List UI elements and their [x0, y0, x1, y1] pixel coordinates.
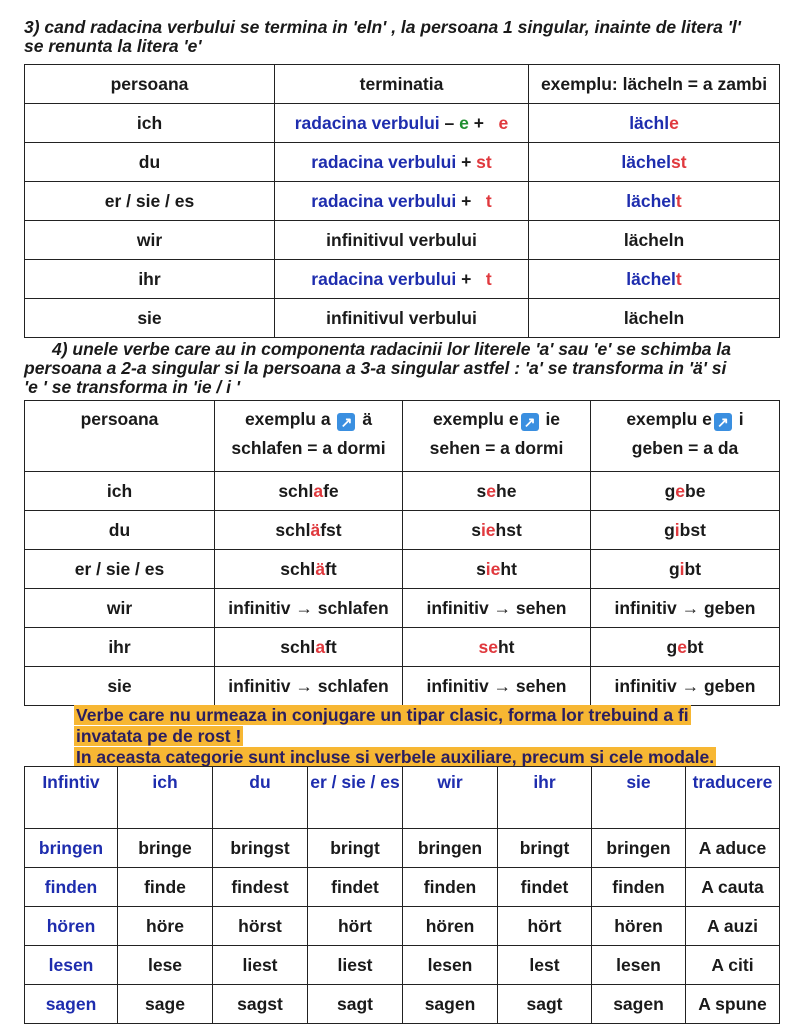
section-4-line-1: 4) unele verbe care au in componenta radacinii lor literele 'a' sau 'e' se schimba la: [52, 339, 731, 359]
header-vowel: ie: [545, 409, 561, 429]
infinitive-cell: finden: [25, 868, 118, 907]
form-cell: findet: [308, 868, 403, 907]
example-cell: lächeln: [529, 221, 780, 260]
ending-cell: [275, 104, 529, 143]
table-header-row: [25, 767, 780, 829]
form-cell: bringe: [118, 829, 213, 868]
header-cell: Infintiv: [25, 767, 118, 829]
changed-vowel: i: [674, 519, 680, 540]
form-cell: lesen: [403, 946, 498, 985]
operator: +: [456, 190, 486, 211]
header-cell: persoana: [25, 65, 275, 104]
form-cell: [591, 511, 780, 550]
note-line-1: Verbe care nu urmeaza in conjugare un tipar clasic, forma lor trebuind a fi: [76, 705, 689, 725]
infinitive-cell: sagen: [25, 985, 118, 1024]
form-cell: [591, 628, 780, 667]
header-cell: traducere: [686, 767, 780, 829]
note-line-3: In aceasta categorie sunt incluse si verbele auxiliare, precum si cele modale.: [76, 747, 715, 767]
person-cell: du: [25, 511, 215, 550]
form-cell: infinitiv → schlafen: [215, 667, 403, 706]
form-cell: liest: [308, 946, 403, 985]
form-cell: sagst: [213, 985, 308, 1024]
example-cell: [529, 143, 780, 182]
infinitive-cell: hören: [25, 907, 118, 946]
form-cell: findest: [213, 868, 308, 907]
table-row: [25, 143, 780, 182]
table-vowel-change-verbs: [24, 400, 780, 706]
table-eln-verbs: [24, 64, 780, 338]
ending-cell: infinitivul verbului: [275, 299, 529, 338]
form-part: ft: [325, 636, 337, 657]
person-cell: ihr: [25, 260, 275, 299]
example-ending: st: [671, 151, 687, 172]
form-cell: hörst: [213, 907, 308, 946]
irregular-verbs-note: [74, 705, 754, 768]
changed-vowel: e: [677, 636, 687, 657]
table-row: [25, 221, 780, 260]
ending: e: [498, 112, 509, 133]
operator: +: [456, 151, 477, 172]
example-cell: [529, 260, 780, 299]
changed-vowel: a: [315, 636, 326, 657]
form-cell: lese: [118, 946, 213, 985]
person-cell: du: [25, 143, 275, 182]
table-row: [25, 299, 780, 338]
form-cell: infinitiv → schlafen: [215, 589, 403, 628]
form-cell: [403, 511, 591, 550]
example-cell: [529, 104, 780, 143]
example-stem: lächel: [621, 151, 672, 172]
ending: t: [485, 190, 492, 211]
form-part: g: [664, 519, 675, 540]
arrow-up-right-icon: ↗: [714, 413, 732, 431]
note-line-2: invatata pe de rost !: [76, 726, 242, 746]
example-ending: t: [675, 268, 682, 289]
person-cell: er / sie / es: [25, 182, 275, 221]
form-cell: höre: [118, 907, 213, 946]
person-cell: sie: [25, 667, 215, 706]
form-part: hst: [495, 519, 522, 540]
form-cell: hören: [403, 907, 498, 946]
form-part: s: [476, 558, 486, 579]
table-row: [25, 667, 780, 706]
form-cell: finden: [403, 868, 498, 907]
operator: +: [468, 112, 499, 133]
form-part: fst: [320, 519, 342, 540]
changed-vowel: ie: [480, 519, 496, 540]
example-cell: lächeln: [529, 299, 780, 338]
header-example: geben = a da: [631, 438, 739, 458]
table-row: [25, 628, 780, 667]
header-cell: ihr: [498, 767, 592, 829]
form-cell: [591, 472, 780, 511]
form-cell: [215, 550, 403, 589]
form-cell: [215, 628, 403, 667]
ending-cell: infinitivul verbului: [275, 221, 529, 260]
table-row: [25, 946, 780, 985]
person-cell: ich: [25, 104, 275, 143]
form-part: be: [685, 480, 706, 501]
example-ending: e: [669, 112, 679, 133]
section-4-heading: [24, 340, 784, 397]
changed-vowel: ie: [485, 558, 501, 579]
header-cell: ich: [118, 767, 213, 829]
changed-vowel: a: [313, 480, 324, 501]
form-cell: finde: [118, 868, 213, 907]
person-cell: ich: [25, 472, 215, 511]
form-part: g: [666, 636, 678, 657]
form-part: g: [668, 558, 680, 579]
header-text: exemplu e: [432, 409, 519, 429]
table-header-row: [25, 65, 780, 104]
form-cell: [215, 472, 403, 511]
section-3-line-2: se renunta la litera 'e': [24, 36, 202, 56]
table-row: [25, 907, 780, 946]
table-header-row: [25, 401, 780, 472]
section-4-line-3: 'e ' se transforma in 'ie / i ': [24, 377, 241, 397]
translation-cell: A auzi: [686, 907, 780, 946]
form-part: schl: [275, 519, 311, 540]
person-cell: er / sie / es: [25, 550, 215, 589]
header-text: exemplu e: [626, 409, 712, 429]
ending: t: [485, 268, 492, 289]
header-vowel: ä: [362, 409, 373, 429]
form-cell: bringt: [308, 829, 403, 868]
form-cell: hört: [498, 907, 592, 946]
table-row: [25, 182, 780, 221]
changed-vowel: e: [486, 480, 497, 501]
form-cell: findet: [498, 868, 592, 907]
person-cell: sie: [25, 299, 275, 338]
form-cell: lest: [498, 946, 592, 985]
stem-label: radacina verbului: [294, 112, 440, 133]
form-cell: hört: [308, 907, 403, 946]
table-row: [25, 868, 780, 907]
changed-vowel: e: [675, 480, 685, 501]
ending: st: [476, 151, 492, 172]
table-row: [25, 472, 780, 511]
form-part: schl: [278, 480, 314, 501]
form-cell: infinitiv → sehen: [403, 589, 591, 628]
table-row: [25, 550, 780, 589]
header-cell: du: [213, 767, 308, 829]
header-cell: terminatia: [275, 65, 529, 104]
header-cell: wir: [403, 767, 498, 829]
stem-label: radacina verbului: [311, 151, 457, 172]
form-cell: sagen: [403, 985, 498, 1024]
form-cell: liest: [213, 946, 308, 985]
translation-cell: A spune: [686, 985, 780, 1024]
form-part: g: [664, 480, 676, 501]
header-text: exemplu a: [244, 409, 331, 429]
form-cell: finden: [592, 868, 686, 907]
form-cell: [403, 472, 591, 511]
table-row: [25, 985, 780, 1024]
person-cell: wir: [25, 221, 275, 260]
section-4-line-2: persoana a 2-a singular si la persoana a 3-a singular astfel : 'a' se transforma in 'ä' si: [24, 358, 727, 378]
example-cell: [529, 182, 780, 221]
form-part: he: [496, 480, 517, 501]
header-example: schlafen = a dormi: [231, 438, 386, 458]
form-part: ft: [325, 558, 337, 579]
form-part: fe: [323, 480, 339, 501]
form-part: bt: [684, 558, 702, 579]
form-cell: infinitiv → geben: [591, 667, 780, 706]
table-row: [25, 589, 780, 628]
header-example: sehen = a dormi: [429, 438, 564, 458]
form-cell: sagt: [308, 985, 403, 1024]
example-stem: lächel: [626, 190, 676, 211]
header-cell: [215, 401, 403, 472]
arrow-up-right-icon: ↗: [521, 413, 539, 431]
form-part: bst: [679, 519, 706, 540]
form-part: schl: [280, 636, 316, 657]
changed-vowel: ä: [310, 519, 321, 540]
form-cell: bringt: [498, 829, 592, 868]
header-cell: sie: [592, 767, 686, 829]
translation-cell: A aduce: [686, 829, 780, 868]
table-row: [25, 104, 780, 143]
form-part: ht: [497, 636, 515, 657]
arrow-up-right-icon: ↗: [337, 413, 355, 431]
form-cell: [591, 550, 780, 589]
table-row: [25, 829, 780, 868]
stem-label: radacina verbului: [311, 268, 457, 289]
changed-vowel: se: [478, 636, 498, 657]
form-cell: sagt: [498, 985, 592, 1024]
person-cell: ihr: [25, 628, 215, 667]
changed-vowel: ä: [315, 558, 326, 579]
form-cell: bringen: [592, 829, 686, 868]
person-cell: wir: [25, 589, 215, 628]
form-cell: hören: [592, 907, 686, 946]
example-ending: t: [675, 190, 682, 211]
form-part: schl: [280, 558, 316, 579]
table-row: [25, 511, 780, 550]
header-vowel: i: [738, 409, 744, 429]
form-cell: sagen: [592, 985, 686, 1024]
header-cell: [403, 401, 591, 472]
table-row: [25, 260, 780, 299]
translation-cell: A citi: [686, 946, 780, 985]
header-cell: er / sie / es: [308, 767, 403, 829]
changed-vowel: i: [679, 558, 685, 579]
form-cell: lesen: [592, 946, 686, 985]
operator: +: [456, 268, 486, 289]
translation-cell: A cauta: [686, 868, 780, 907]
form-part: s: [471, 519, 481, 540]
form-part: s: [476, 480, 487, 501]
ending-cell: [275, 182, 529, 221]
ending-cell: [275, 260, 529, 299]
form-cell: sage: [118, 985, 213, 1024]
infinitive-cell: bringen: [25, 829, 118, 868]
form-cell: [403, 628, 591, 667]
form-part: ht: [500, 558, 517, 579]
infinitive-cell: lesen: [25, 946, 118, 985]
section-3-line-1: 3) cand radacina verbului se termina in 'eln' , la persoana 1 singular, inainte de litera 'l': [24, 17, 741, 37]
form-cell: [215, 511, 403, 550]
removed-letter: e: [459, 112, 469, 133]
form-cell: bringen: [403, 829, 498, 868]
form-part: bt: [686, 636, 704, 657]
ending-cell: [275, 143, 529, 182]
form-cell: bringst: [213, 829, 308, 868]
section-3-heading: [24, 18, 784, 56]
form-cell: infinitiv → geben: [591, 589, 780, 628]
form-cell: [403, 550, 591, 589]
example-stem: lächel: [626, 268, 676, 289]
operator: –: [439, 112, 460, 133]
header-cell: persoana: [25, 401, 215, 472]
header-cell: exemplu: lächeln = a zambi: [529, 65, 780, 104]
table-irregular-verbs: [24, 766, 780, 1024]
example-stem: lächl: [629, 112, 670, 133]
header-cell: [591, 401, 780, 472]
stem-label: radacina verbului: [311, 190, 457, 211]
form-cell: infinitiv → sehen: [403, 667, 591, 706]
